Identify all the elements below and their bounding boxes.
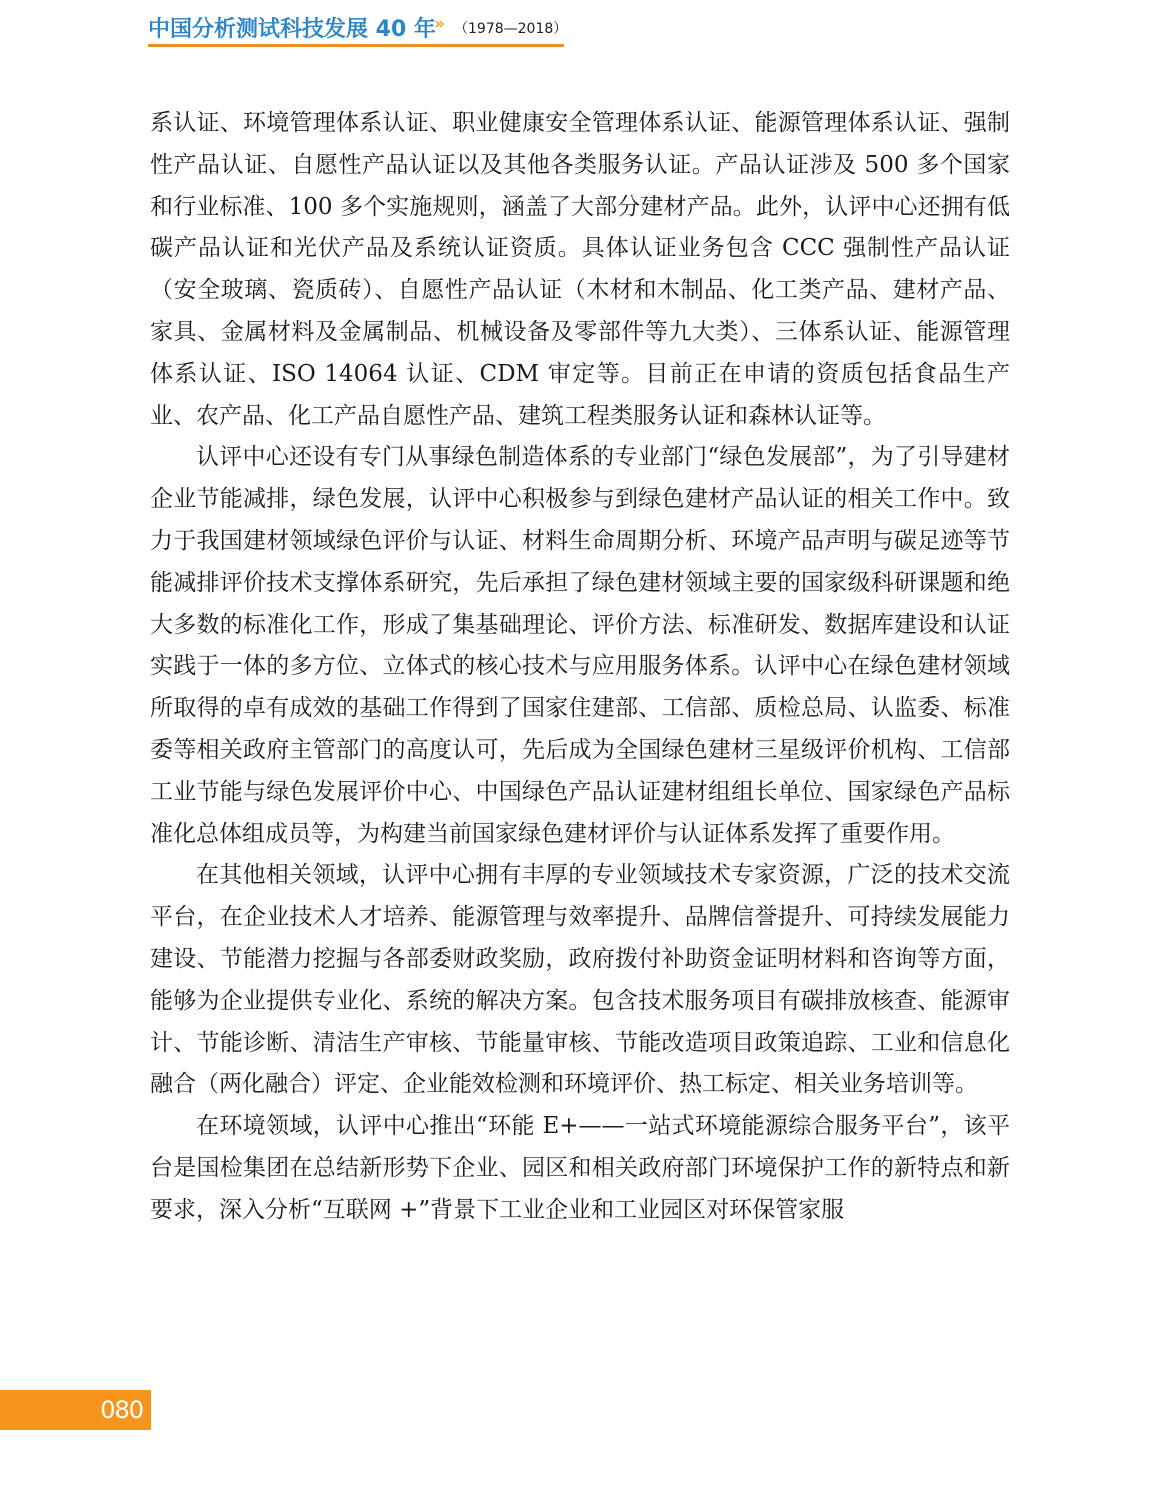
header-rule — [148, 44, 564, 47]
book-years: （1978—2018） — [454, 21, 568, 37]
double-chevron-icon: » — [434, 14, 442, 34]
paragraph-green-development: 认评中心还设有专门从事绿色制造体系的专业部门“绿色发展部”，为了引导建材企业节能减排，绿色发展，认评中心积极参与到绿色建材产品认证的相关工作中。致力于我国建材领域绿色评价与认证、材料生命周期分析、环境产品声明与碳足迹等节能减排评价技术支撑体系研究，先后承担了绿色建材领域主要的国家级科研课题和绝大多数的标准化工作，形成了集基础理论、评价方法、标准研发、数据库建设和认证实践于一体的多方位、立体式的核心技术与应用服务体系。认评中心在绿色建材领域所取得的卓有成效的基础工作得到了国家住建部、工信部、质检总局、认监委、标准委等相关政府主管部门的高度认可，先后成为全国绿色建材三星级评价机构、工信部工业节能与绿色发展评价中心、中国绿色产品认证建材组组长单位、国家绿色产品标准化总体组成员等，为构建当前国家绿色建材评价与认证体系发挥了重要作用。 — [150, 444, 1010, 847]
paragraph-environment: 在环境领域，认评中心推出“环能 E+——一站式环境能源综合服务平台”，该平台是国检集团在总结新形势下企业、园区和相关政府部门环境保护工作的新特点和新要求，深入分析“互联网 +”背景下工业企业和工业园区对环保管家服 — [150, 1113, 1010, 1223]
page-number: 080 — [0, 1390, 151, 1430]
paragraph-other-fields: 在其他相关领域，认评中心拥有丰厚的专业领域技术专家资源，广泛的技术交流平台，在企业技术人才培养、能源管理与效率提升、品牌信誉提升、可持续发展能力建设、节能潜力挖掘与各部委财政奖励，政府拨付补助资金证明材料和咨询等方面，能够为企业提供专业化、系统的解决方案。包含技术服务项目有碳排放核查、能源审计、节能诊断、清洁生产审核、节能量审核、节能改造项目政策追踪、工业和信息化融合（两化融合）评定、企业能效检测和环境评价、热工标定、相关业务培训等。 — [150, 862, 1010, 1098]
book-title: 中国分析测试科技发展 40 年 — [148, 17, 436, 42]
body-text — [150, 103, 1010, 1232]
paragraph-continued: 系认证、环境管理体系认证、职业健康安全管理体系认证、能源管理体系认证、强制性产品认证、自愿性产品认证以及其他各类服务认证。产品认证涉及 500 多个国家和行业标准、100 多个实施规则，涵盖了大部分建材产品。此外，认评中心还拥有低碳产品认证和光伏产品及系统认证资质。具体认证业务包含 CCC 强制性产品认证（安全玻璃、瓷质砖）、自愿性产品认证（木材和木制品、化工类产品、建材产品、家具、金属材料及金属制品、机械设备及零部件等九大类）、三体系认证、能源管理体系认证、ISO 14064 认证、CDM 审定等。目前正在申请的资质包括食品生产业、农产品、化工产品自愿性产品、建筑工程类服务认证和森林认证等。 — [150, 110, 1010, 429]
